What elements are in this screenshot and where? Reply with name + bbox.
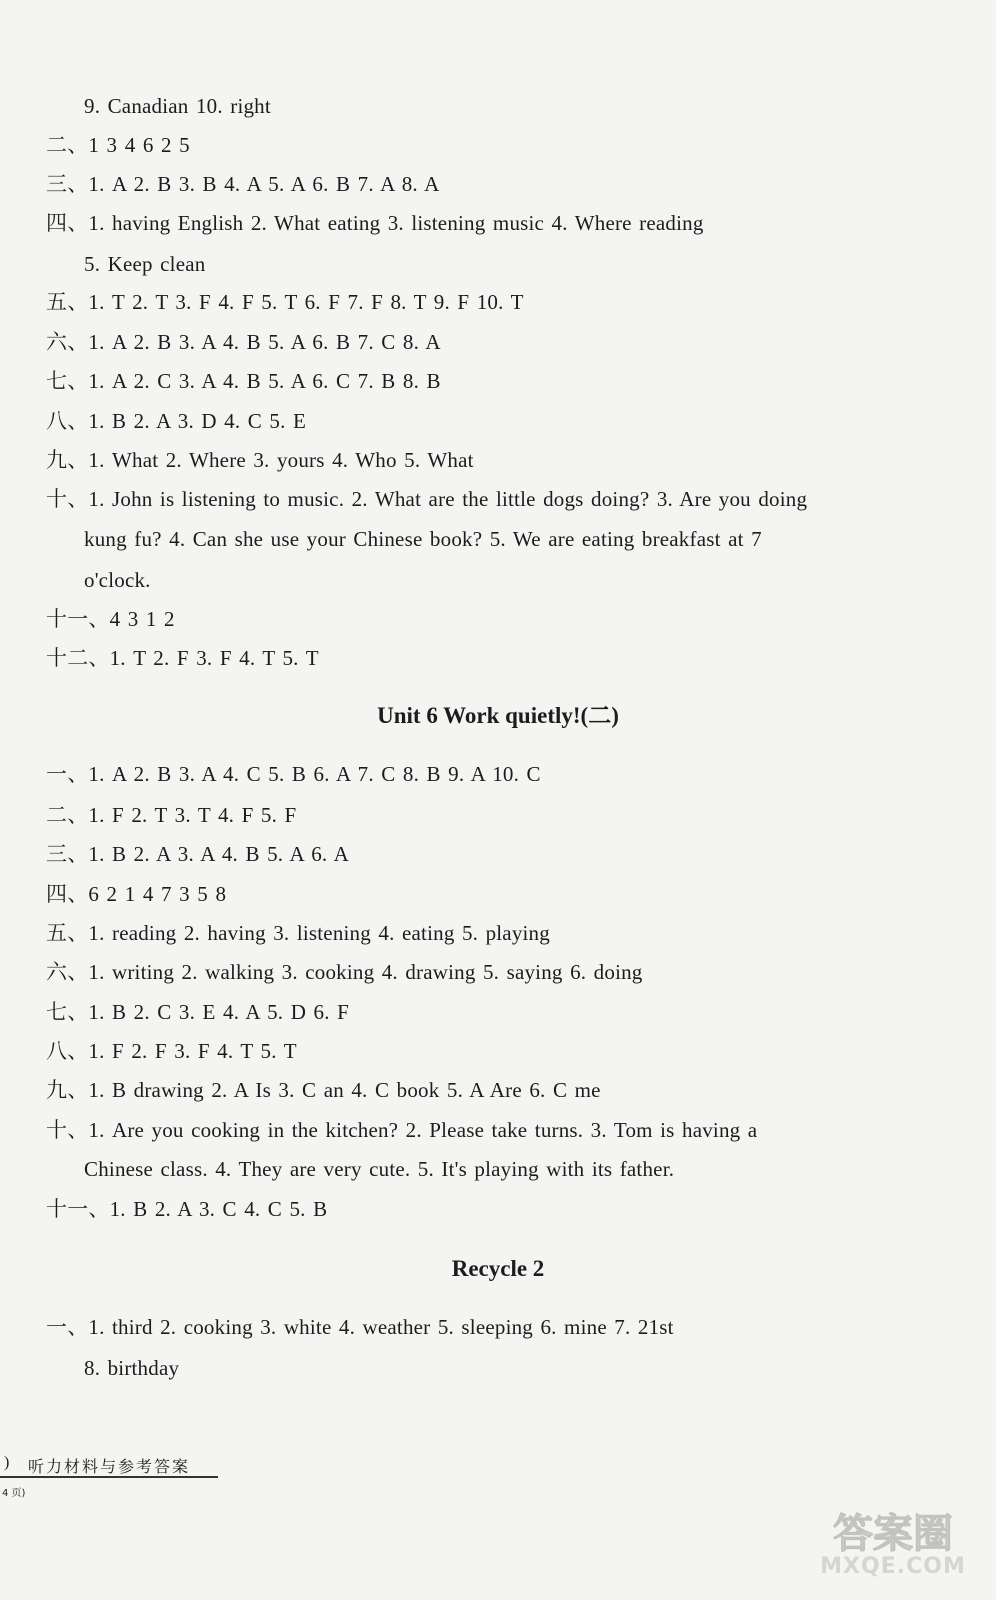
- answer-line: 五、1. T 2. T 3. F 4. F 5. T 6. F 7. F 8. T 9. F 10. T: [46, 290, 524, 314]
- answer-line: Chinese class. 4. They are very cute. 5. It's playing with its father.: [84, 1157, 675, 1181]
- watermark-logo: [808, 1502, 978, 1588]
- answer-line: 六、1. writing 2. walking 3. cooking 4. drawing 5. saying 6. doing: [46, 960, 643, 984]
- answer-line: 一、1. A 2. B 3. A 4. C 5. B 6. A 7. C 8. B 9. A 10. C: [46, 762, 541, 786]
- answer-line: 二、1 3 4 6 2 5: [46, 133, 190, 157]
- answer-line: 三、1. B 2. A 3. A 4. B 5. A 6. A: [46, 842, 350, 866]
- watermark-text-bottom: MXQE.COM: [820, 1554, 966, 1579]
- answer-line: 5. Keep clean: [84, 252, 206, 276]
- answer-line: 十一、1. B 2. A 3. C 4. C 5. B: [46, 1197, 328, 1221]
- answer-line: 9. Canadian 10. right: [84, 94, 271, 118]
- answer-line: 十一、4 3 1 2: [46, 607, 175, 631]
- answer-line: 七、1. B 2. C 3. E 4. A 5. D 6. F: [46, 1000, 349, 1024]
- answer-line: 三、1. A 2. B 3. B 4. A 5. A 6. B 7. A 8. A: [46, 172, 440, 196]
- answer-line: 二、1. F 2. T 3. T 4. F 5. F: [46, 803, 297, 827]
- answer-line: 四、6 2 1 4 7 3 5 8: [46, 882, 227, 906]
- answer-line: kung fu? 4. Can she use your Chinese book? 5. We are eating breakfast at 7: [84, 527, 762, 551]
- answer-line: 四、1. having English 2. What eating 3. listening music 4. Where reading: [46, 211, 704, 235]
- answer-line: 九、1. What 2. Where 3. yours 4. Who 5. What: [46, 448, 474, 472]
- answer-line: 十二、1. T 2. F 3. F 4. T 5. T: [46, 646, 319, 670]
- answer-line: 九、1. B drawing 2. A Is 3. C an 4. C book 5. A Are 6. C me: [46, 1078, 601, 1102]
- answer-line: 五、1. reading 2. having 3. listening 4. eating 5. playing: [46, 921, 550, 945]
- watermark-text-top: 答案圈: [833, 1511, 953, 1557]
- answer-line: 七、1. A 2. C 3. A 4. B 5. A 6. C 7. B 8. B: [46, 369, 441, 393]
- answer-line: o'clock.: [84, 568, 151, 592]
- answer-line: 十、1. Are you cooking in the kitchen? 2. Please take turns. 3. Tom is having a: [46, 1118, 758, 1142]
- answer-line: 八、1. B 2. A 3. D 4. C 5. E: [46, 409, 307, 433]
- unit6-heading: Unit 6 Work quietly!(二): [377, 703, 619, 728]
- footer-page-number: 4 页): [2, 1488, 26, 1499]
- answer-line: 十、1. John is listening to music. 2. What are the little dogs doing? 3. Are you doing: [46, 487, 808, 511]
- answer-line: 六、1. A 2. B 3. A 4. B 5. A 6. B 7. C 8. A: [46, 330, 441, 354]
- answer-line: 一、1. third 2. cooking 3. white 4. weather 5. sleeping 6. mine 7. 21st: [46, 1315, 674, 1339]
- footer-paren: ): [4, 1454, 10, 1471]
- recycle2-heading: Recycle 2: [451, 1256, 545, 1281]
- answer-line: 八、1. F 2. F 3. F 4. T 5. T: [46, 1039, 297, 1063]
- footer-divider: [0, 1476, 218, 1478]
- answer-line: 8. birthday: [84, 1356, 180, 1380]
- footer-title: 听力材料与参考答案: [28, 1457, 191, 1476]
